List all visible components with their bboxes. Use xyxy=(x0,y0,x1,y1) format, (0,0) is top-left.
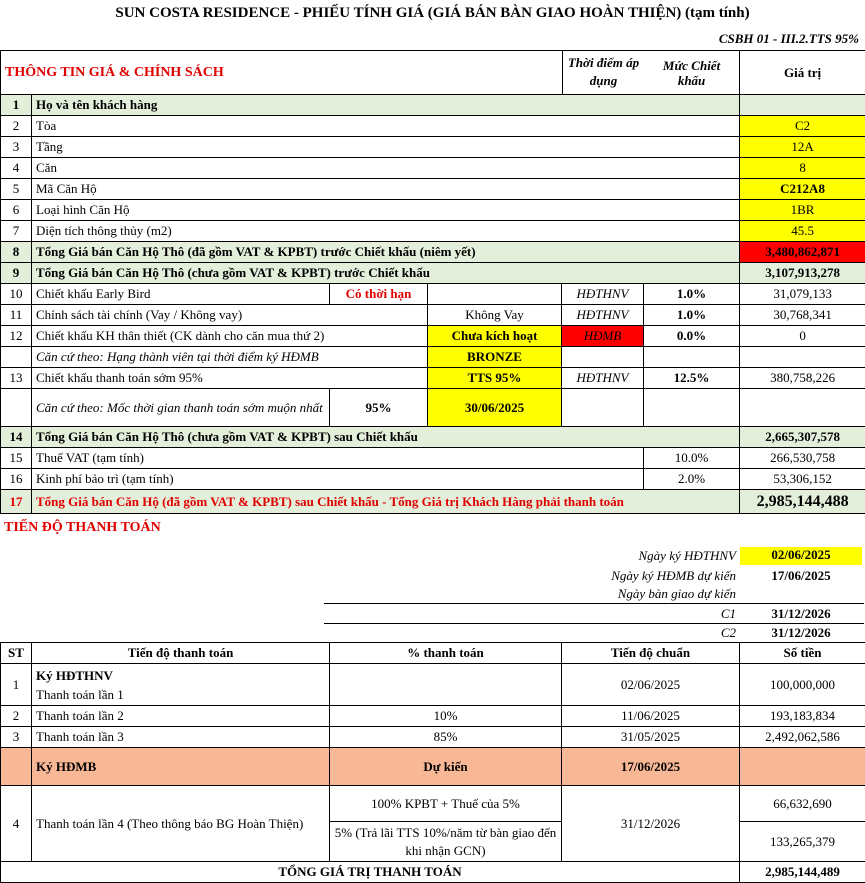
row-13b: Căn cứ theo: Mốc thời gian thanh toán sớm muộn nhất 95% 30/06/2025 xyxy=(1,389,865,427)
date-value-2: 17/06/2025 xyxy=(740,568,862,584)
col-rate: Mức Chiết khấu xyxy=(644,51,740,95)
payment-row-4a: 4 Thanh toán lần 4 (Theo thông báo BG Hoàn Thiện) 100% KPBT + Thuế của 5% 31/12/2026 66,632,690 xyxy=(1,786,865,822)
row-6: 6 Loại hình Căn Hộ 1BR xyxy=(1,200,865,221)
row-1: 1 Họ và tên khách hàng xyxy=(1,95,865,116)
payment-table xyxy=(0,642,865,883)
row-12: 12 Chiết khấu KH thân thiết (CK dành cho căn mua thứ 2) Chưa kích hoạt HĐMB 0.0% 0 xyxy=(1,326,865,347)
row-15: 15 Thuế VAT (tạm tính) 10.0% 266,530,758 xyxy=(1,448,865,469)
policy-code: CSBH 01 - III.2.TTS 95% xyxy=(719,28,859,50)
page-title: SUN COSTA RESIDENCE - PHIẾU TÍNH GIÁ (GIÁ BÁN BÀN GIAO HOÀN THIỆN) (tạm tính) xyxy=(0,0,865,28)
row-11: 11 Chính sách tài chính (Vay / Không vay) Không Vay HĐTHNV 1.0% 30,768,341 xyxy=(1,305,865,326)
date-value-4: 31/12/2026 xyxy=(740,606,862,622)
row-13: 13 Chiết khấu thanh toán sớm 95% TTS 95% HĐTHNV 12.5% 380,758,226 xyxy=(1,368,865,389)
row-9: 9 Tổng Giá bán Căn Hộ Thô (chưa gồm VAT & KPBT) trước Chiết khấu 3,107,913,278 xyxy=(1,263,865,284)
row-17: 17 Tổng Giá bán Căn Hộ (đã gồm VAT & KPBT) sau Chiết khấu - Tổng Giá trị Khách Hàng phải thanh toán 2,985,144,488 xyxy=(1,490,865,514)
date-label-3: Ngày bàn giao dự kiến xyxy=(420,586,736,602)
col-time-header: Thời điểm áp dụng xyxy=(562,51,644,94)
col-value: Giá trị xyxy=(740,51,865,95)
payment-header: ST Tiến độ thanh toán % thanh toán Tiến độ chuẩn Số tiền xyxy=(1,643,865,664)
divider xyxy=(324,603,864,604)
price-rows xyxy=(0,94,865,514)
payment-row-hdmb: Ký HĐMB Dự kiến 17/06/2025 xyxy=(1,748,865,786)
row-5: 5 Mã Căn Hộ C212A8 xyxy=(1,179,865,200)
row-8: 8 Tổng Giá bán Căn Hộ Thô (đã gồm VAT & KPBT) trước Chiết khấu (niêm yết) 3,480,862,871 xyxy=(1,242,865,263)
date-label-1: Ngày ký HĐTHNV xyxy=(420,548,736,564)
date-value-1: 02/06/2025 xyxy=(740,547,862,565)
payment-row-3: 3 Thanh toán lần 3 85% 31/05/2025 2,492,062,586 xyxy=(1,727,865,748)
row-14: 14 Tổng Giá bán Căn Hộ Thô (chưa gồm VAT & KPBT) sau Chiết khấu 2,665,307,578 xyxy=(1,427,865,448)
row-16: 16 Kinh phí bảo trì (tạm tính) 2.0% 53,306,152 xyxy=(1,469,865,490)
payment-row-1: 1 Ký HĐTHNV Thanh toán lần 1 02/06/2025 100,000,000 xyxy=(1,664,865,706)
payment-row-2: 2 Thanh toán lần 2 10% 11/06/2025 193,183,834 xyxy=(1,706,865,727)
date-value-5: 31/12/2026 xyxy=(740,625,862,641)
row-3: 3 Tầng 12A xyxy=(1,137,865,158)
date-label-2: Ngày ký HĐMB dự kiến xyxy=(420,568,736,584)
row-2: 2 Tòa C2 xyxy=(1,116,865,137)
payment-heading: TIẾN ĐỘ THANH TOÁN xyxy=(4,520,161,536)
payment-row-4b: 5% (Trả lãi TTS 10%/năm từ bàn giao đến khi nhận GCN) 133,265,379 xyxy=(1,822,865,862)
date-label-5: C2 xyxy=(420,625,736,641)
row-12b: Căn cứ theo: Hạng thành viên tại thời điểm ký HĐMB BRONZE xyxy=(1,347,865,368)
section-title: THÔNG TIN GIÁ & CHÍNH SÁCH xyxy=(1,51,644,95)
row-4: 4 Căn 8 xyxy=(1,158,865,179)
payment-total: TỔNG GIÁ TRỊ THANH TOÁN 2,985,144,489 xyxy=(1,862,865,883)
row-7: 7 Diện tích thông thủy (m2) 45.5 xyxy=(1,221,865,242)
row-10: 10 Chiết khấu Early Bird Có thời hạn HĐTHNV 1.0% 31,079,133 xyxy=(1,284,865,305)
price-table xyxy=(0,50,865,95)
divider xyxy=(324,623,864,624)
date-label-4: C1 xyxy=(420,606,736,622)
